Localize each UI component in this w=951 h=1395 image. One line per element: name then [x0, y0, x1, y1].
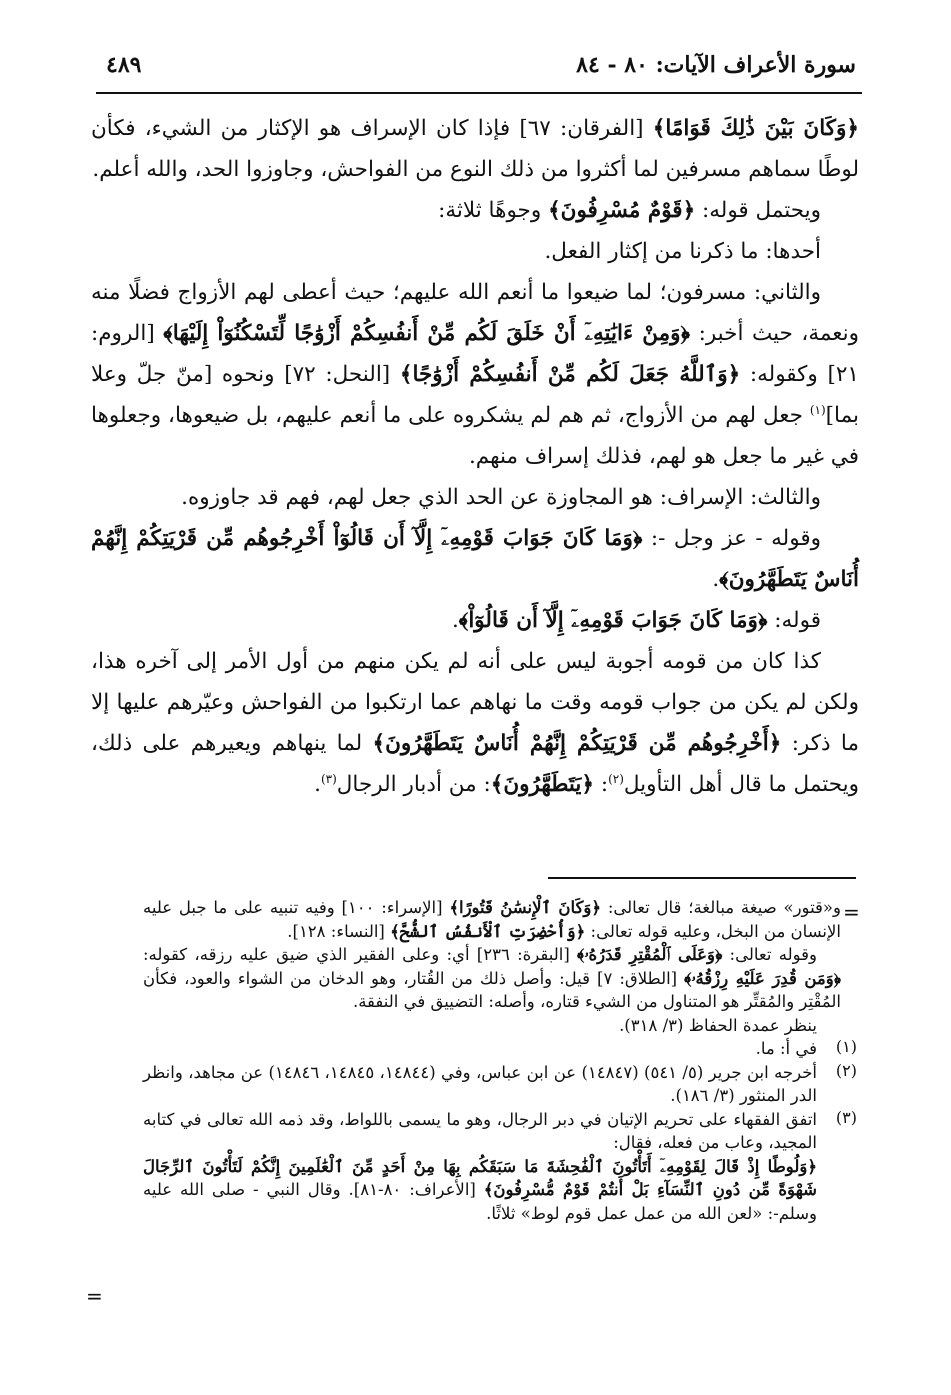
footnote-text: أخرجه ابن جرير (٥/ ٥٤١) (١٤٨٤٧) عن ابن عباس، وفي (١٤٨٤٤، ١٤٨٤٥، ١٤٨٤٦) عن مجاهد، وانظر الدر المنثور (٣/ ١٨٦). — [143, 1062, 818, 1105]
text-run: : من أدبار الرجال — [336, 772, 491, 797]
header-rule — [96, 92, 862, 94]
continuation-marker: = — [86, 1284, 103, 1308]
page-number: ٤٨٩ — [106, 52, 142, 78]
text-run: وقوله تعالى: — [722, 945, 817, 964]
quran-verse: ﴿وَكَانَ بَيْنَ ذَٰلِكَ قَوَامًا﴾ — [652, 116, 859, 141]
text-run: و«قتور» صيغة مبالغة؛ قال تعالى: — [601, 898, 841, 917]
quran-verse: ﴿وَعَلَى ٱلْمُقْتِرِ قَدَرُهُۥ﴾ — [577, 945, 723, 964]
footnote-text: اتفق الفقهاء على تحريم الإتيان في دبر الرجال، وهو ما يسمى باللواط، وقد ذمه الله تعالى في كتابه المجيد، وعاب من فعله، فقال: — [143, 1109, 817, 1152]
paragraph — [91, 641, 859, 805]
running-header — [96, 52, 862, 92]
footnote-continuation — [143, 896, 857, 1037]
text-run: [البقرة: ٢٣٦] أي: وعلى الفقير الذي ضيق عليه رزقه، كقوله: — [143, 945, 578, 964]
text-run: [النحل: ٧٢] ونحوه [منّ جلّ وعلا بما] — [91, 362, 859, 428]
paragraph — [91, 190, 859, 231]
footnote-number: ( ٣ ) — [836, 1108, 857, 1127]
footnotes — [143, 896, 857, 1225]
text-run: [النساء: ١٢٨]. — [287, 921, 391, 941]
paragraph — [91, 518, 859, 600]
footnote-1 — [143, 1037, 857, 1061]
footnote-paragraph: ينظر عمدة الحفاظ (٣/ ٣١٨). — [619, 1015, 817, 1035]
footnote-text: في أ: ما. — [755, 1039, 817, 1058]
main-text — [91, 108, 859, 805]
quran-verse: ﴿يَتَطَهَّرُونَ﴾ — [490, 772, 594, 797]
paragraph — [91, 108, 859, 190]
footnote-number: ( ٢ ) — [836, 1061, 857, 1080]
text-run: قوله: — [767, 608, 821, 633]
quran-verse: ﴿وَمَا كَانَ جَوَابَ قَوْمِهِۦٓ إِلَّآ أَن قَالُوٓاْ﴾ — [458, 608, 768, 633]
paragraph: أحدها: ما ذكرنا من إكثار الفعل. — [544, 239, 821, 264]
text-run: ويحتمل قوله: — [695, 198, 821, 223]
footnote-separator — [548, 877, 856, 879]
footnote-text — [143, 1155, 817, 1226]
footnote-3 — [143, 1108, 857, 1226]
quran-verse: ﴿وَكَانَ ٱلْإِنسَٰنُ قَتُورًا﴾ — [449, 898, 602, 917]
quran-verse: ﴿قَوْمٌ مُسْرِفُونَ﴾ — [548, 198, 696, 223]
text-run: [الإسراء: ١٠٠] وفيه تنبيه على ما جبل عليه الإنسان من البخل، وعليه قوله تعالى: — [143, 898, 841, 941]
quran-verse: ﴿وَمَن قُدِرَ عَلَيْهِ رِزْقُهُۥ﴾ — [684, 968, 841, 988]
text-run: . — [314, 772, 321, 797]
text-run: وجوهًا ثلاثة: — [438, 198, 549, 223]
footnote-number: ( ١ ) — [836, 1037, 857, 1056]
text-run: . — [451, 608, 459, 633]
text-run: [الفرقان: ٦٧] فإذا كان الإسراف هو الإكثار من الشيء، فكأن لوطًا سماهم مسرفين لما أكثروا من ذلك النوع من الفواحش، وجاوزوا الحد، والله أعلم. — [91, 116, 859, 182]
text-run: والثاني: مسرفون؛ لما ضيعوا ما أنعم الله عليهم؛ حيث أعطى لهم الأزواج فضلًا منه ونعمة، حيث أخبر: — [91, 280, 860, 346]
quran-verse: ﴿وَٱللَّهُ جَعَلَ لَكُم مِّنْ أَنفُسِكُمْ أَزْوَٰجًا﴾ — [399, 362, 741, 387]
footnote-ref[interactable]: (٣) — [320, 771, 337, 786]
text-run: كذا كان من قومه أجوبة ليس على أنه لم يكن منهم من أول الأمر إلى آخره هذا، ولكن لم يكن من جواب قومه وقت ما نهاهم عما ارتكبوا من الفواحش وعيّرهم عليها إلا ما ذكر: — [91, 649, 859, 756]
footnote-paragraph — [143, 943, 841, 1014]
text-run: لما ينهاهم ويعيرهم على ذلك، ويحتمل ما قال أهل التأويل — [91, 731, 859, 797]
footnote-2 — [143, 1061, 857, 1108]
quran-verse: ﴿أَخْرِجُوهُم مِّن قَرْيَتِكُمْ إِنَّهُمْ أُنَاسٌ يَتَطَهَّرُونَ﴾ — [372, 731, 782, 756]
text-run: [الروم: ٢١] وكقوله: — [91, 321, 859, 387]
footnote-ref[interactable]: (١) — [809, 402, 826, 417]
quran-verse: ﴿وَلُوطًا إِذْ قَالَ لِقَوْمِهِۦٓ أَتَأْتُونَ ٱلْفَٰحِشَةَ مَا سَبَقَكُم بِهَا مِنْ أَحَدٍ مِّنَ ٱلْعَٰلَمِينَ إِنَّكُمْ لَتَأْتُونَ ٱلرِّجَالَ شَهْوَةً مِّن دُونِ ٱلنِّسَآءِ بَلْ أَنتُمْ قَوْمٌ مُّسْرِفُونَ﴾ — [143, 1156, 818, 1199]
footnote-paragraph — [143, 896, 841, 943]
paragraph — [91, 600, 859, 641]
text-run: [الأعراف: ٨٠-٨١]. وقال النبي - صلى الله عليه وسلم-: «لعن الله من عمل عمل قوم لوط» ثلاثًا. — [143, 1180, 817, 1223]
text-run: : — [593, 772, 609, 797]
quran-verse: ﴿وَأُحْضِرَتِ ٱلْأَنفُسُ ٱلشُّحَّ﴾ — [390, 921, 586, 941]
text-run: [الطلاق: ٧] قيل: وأصل ذلك من القُتار، وهو الدخان من الشواء والعود، فكأن المُقْتِر والمُقتِّر هو المتناول من الشيء قتاره، وأصله: التضييق في النفقة. — [143, 968, 841, 1011]
quran-verse: ﴿وَمِنْ ءَايَٰتِهِۦٓ أَنْ خَلَقَ لَكُم مِّنْ أَنفُسِكُمْ أَزْوَٰجًا لِّتَسْكُنُوٓاْ إِلَيْهَا﴾ — [163, 321, 691, 346]
footnote-ref[interactable]: (٢) — [608, 771, 624, 786]
text-run: جعل لهم من الأزواج، ثم هم لم يشكروه على ما أنعم عليهم، بل ضيعوها، وجعلوها في غير ما جعل هو لهم، فذلك إسراف منهم. — [91, 403, 859, 469]
chapter-title: سورة الأعراف الآيات: ٨٠ - ٨٤ — [576, 52, 856, 78]
paragraph: والثالث: الإسراف: هو المجاوزة عن الحد الذي جعل لهم، فهم قد جاوزوه. — [181, 485, 821, 510]
quran-verse: ﴿وَمَا كَانَ جَوَابَ قَوْمِهِۦٓ إِلَّآ أَن قَالُوٓاْ أَخْرِجُوهُم مِّن قَرْيَتِكُمْ إِنَّهُمْ أُنَاسٌ يَتَطَهَّرُونَ﴾ — [91, 526, 859, 592]
paragraph — [91, 272, 859, 477]
text-run: . — [712, 567, 720, 592]
continuation-marker: = — [843, 900, 860, 924]
text-run: وقوله - عز وجل -: — [642, 526, 821, 551]
